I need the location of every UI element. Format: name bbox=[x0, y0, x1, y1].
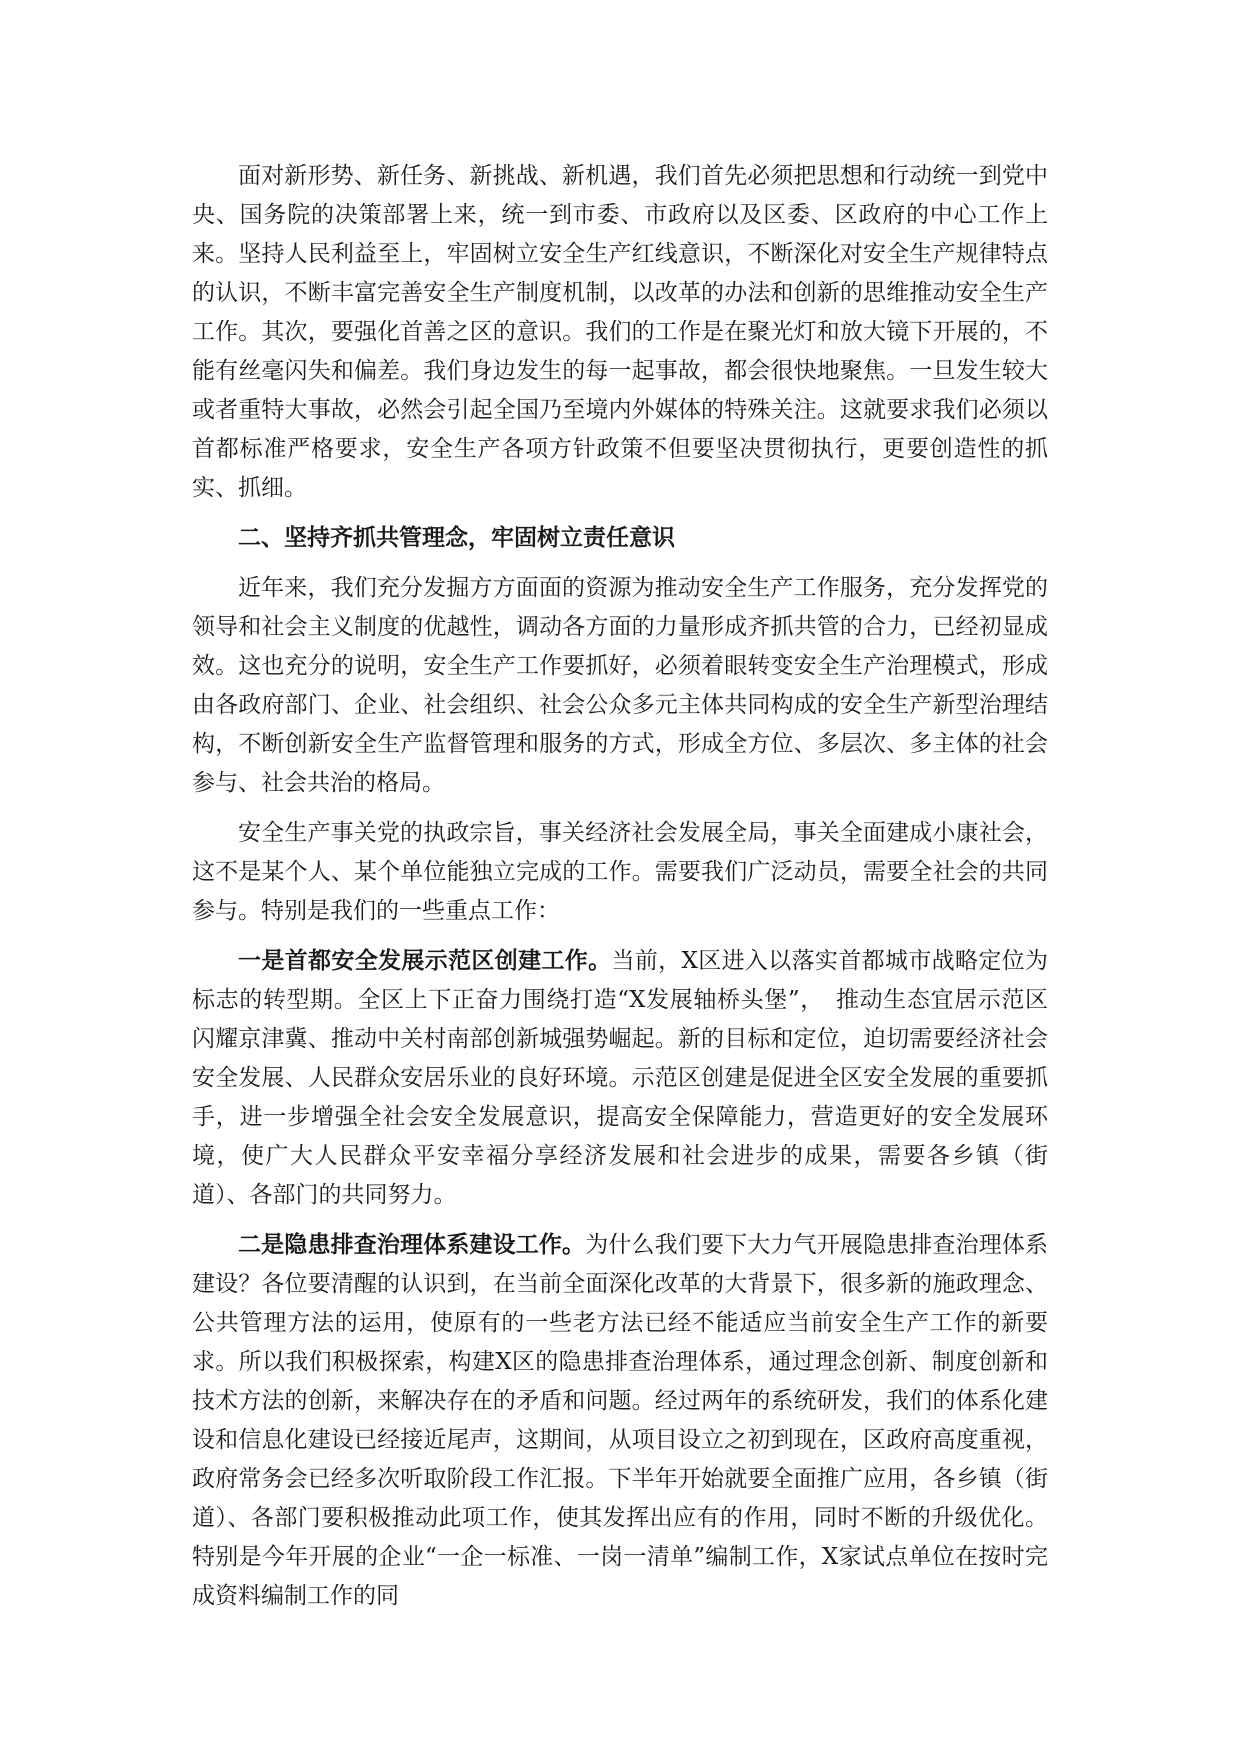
document-body bbox=[192, 157, 1048, 1616]
task-one-text: 当前，X区进入以落实首都城市战略定位为标志的转型期。全区上下正奋力围绕打造“X发展轴桥头堡”， 推动生态宜居示范区闪耀京津冀、推动中关村南部创新城强势崛起。新的目标和定位，迫切需要经济社会安全发展、人民群众安居乐业的良好环境。示范区创建是促进全区安全发展的重要抓手，进一步增强全社会安全发展意识，提高安全保障能力，营造更好的安全发展环境，使广大人民群众平安幸福分享经济发展和社会进步的成果，需要各乡镇（街道）、各部门的共同努力。 bbox=[192, 948, 1049, 1208]
paragraph-key-tasks: 安全生产事关党的执政宗旨，事关经济社会发展全局，事关全面建成小康社会，这不是某个人、某个单位能独立完成的工作。需要我们广泛动员，需要全社会的共同参与。特别是我们的一些重点工作： bbox=[192, 820, 1048, 924]
task-two-text: 为什么我们要下大力气开展隐患排查治理体系建设？各位要清醒的认识到，在当前全面深化改革的大背景下，很多新的施政理念、公共管理方法的运用，使原有的一些老方法已经不能适应当前安全生产工作的新要求。所以我们积极探索，构建X区的隐患排查治理体系，通过理念创新、制度创新和技术方法的创新，来解决存在的矛盾和问题。经过两年的系统研发，我们的体系化建设和信息化建设已经接近尾声，这期间，从项目设立之初到现在，区政府高度重视，政府常务会已经多次听取阶段工作汇报。下半年开始就要全面推广应用，各乡镇（街道）、各部门要积极推动此项工作，使其发挥出应有的作用，同时不断的升级优化。特别是今年开展的企业“一企一标准、一岗一清单”编制工作，X家试点单位在按时完成资料编制工作的同 bbox=[192, 1232, 1049, 1609]
paragraph-task-one bbox=[192, 942, 1048, 1215]
section-heading: 二、坚持齐抓共管理念，牢固树立责任意识 bbox=[238, 525, 675, 551]
paragraph-task-two bbox=[192, 1226, 1048, 1616]
task-one-lead: 一是首都安全发展示范区创建工作。 bbox=[238, 948, 612, 974]
paragraph-intro: 面对新形势、新任务、新挑战、新机遇，我们首先必须把思想和行动统一到党中央、国务院的决策部署上来，统一到市委、市政府以及区委、区政府的中心工作上来。坚持人民利益至上，牢固树立安全生产红线意识，不断深化对安全生产规律特点的认识，不断丰富完善安全生产制度机制，以改革的办法和创新的思维推动安全生产工作。其次，要强化首善之区的意识。我们的工作是在聚光灯和放大镜下开展的，不能有丝毫闪失和偏差。我们身边发生的每一起事故，都会很快地聚焦。一旦发生较大或者重特大事故，必然会引起全国乃至境内外媒体的特殊关注。这就要求我们必须以首都标准严格要求，安全生产各项方针政策不但要坚决贯彻执行，更要创造性的抓实、抓细。 bbox=[192, 163, 1048, 501]
paragraph-section-2: 近年来，我们充分发掘方方面面的资源为推动安全生产工作服务，充分发挥党的领导和社会主义制度的优越性，调动各方面的力量形成齐抓共管的合力，已经初显成效。这也充分的说明，安全生产工作要抓好，必须着眼转变安全生产治理模式，形成由各政府部门、企业、社会组织、社会公众多元主体共同构成的安全生产新型治理结构，不断创新安全生产监督管理和服务的方式，形成全方位、多层次、多主体的社会参与、社会共治的格局。 bbox=[192, 575, 1048, 796]
task-two-lead: 二是隐患排查治理体系建设工作。 bbox=[238, 1232, 586, 1258]
